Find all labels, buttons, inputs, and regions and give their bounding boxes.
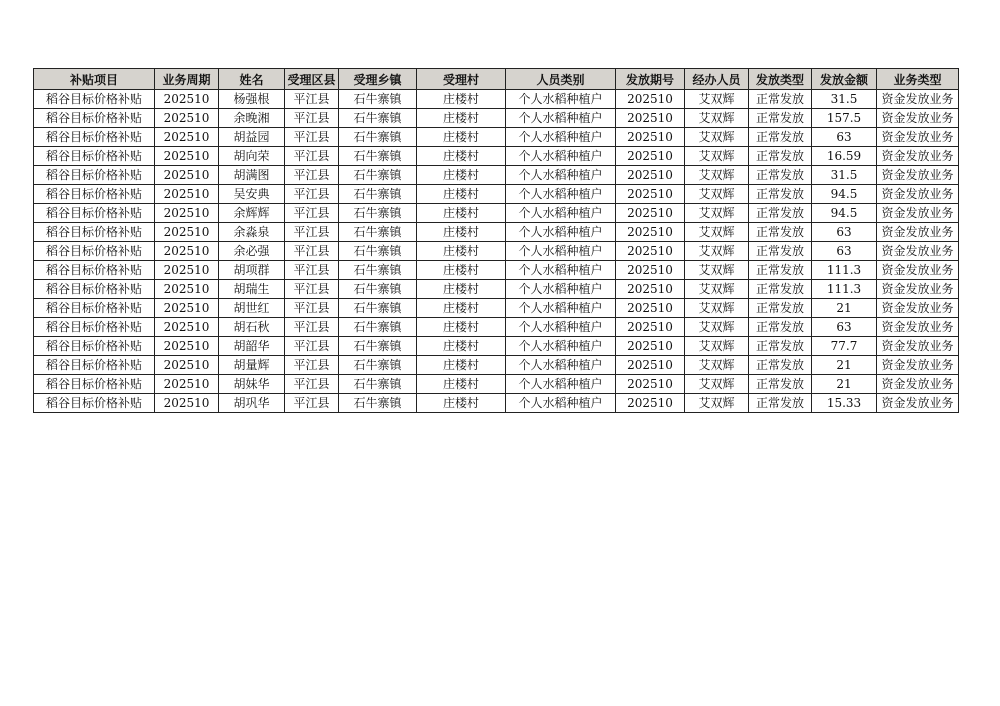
cell-handler: 艾双辉 — [685, 109, 749, 128]
cell-village: 庄楼村 — [417, 147, 506, 166]
cell-name: 吴安典 — [219, 185, 285, 204]
cell-county: 平江县 — [285, 337, 339, 356]
cell-business-type: 资金发放业务 — [877, 185, 959, 204]
cell-township: 石牛寨镇 — [339, 261, 417, 280]
cell-township: 石牛寨镇 — [339, 318, 417, 337]
cell-issue-type: 正常发放 — [749, 280, 812, 299]
cell-business-period: 202510 — [155, 337, 219, 356]
cell-amount: 21 — [812, 375, 877, 394]
cell-issue-period: 202510 — [616, 185, 685, 204]
cell-business-period: 202510 — [155, 185, 219, 204]
cell-business-period: 202510 — [155, 318, 219, 337]
cell-amount: 63 — [812, 128, 877, 147]
cell-village: 庄楼村 — [417, 299, 506, 318]
cell-business-period: 202510 — [155, 261, 219, 280]
cell-county: 平江县 — [285, 204, 339, 223]
cell-township: 石牛寨镇 — [339, 128, 417, 147]
cell-village: 庄楼村 — [417, 394, 506, 413]
col-header-issue-period: 发放期号 — [616, 69, 685, 90]
cell-handler: 艾双辉 — [685, 356, 749, 375]
cell-township: 石牛寨镇 — [339, 356, 417, 375]
cell-amount: 21 — [812, 299, 877, 318]
cell-business-type: 资金发放业务 — [877, 356, 959, 375]
cell-subsidy-item: 稻谷目标价格补贴 — [34, 90, 155, 109]
cell-business-period: 202510 — [155, 299, 219, 318]
cell-issue-period: 202510 — [616, 223, 685, 242]
cell-issue-type: 正常发放 — [749, 166, 812, 185]
cell-business-period: 202510 — [155, 223, 219, 242]
cell-issue-type: 正常发放 — [749, 90, 812, 109]
cell-business-period: 202510 — [155, 90, 219, 109]
cell-amount: 15.33 — [812, 394, 877, 413]
table-row — [34, 299, 959, 318]
subsidy-table — [33, 68, 959, 413]
cell-name: 余晚湘 — [219, 109, 285, 128]
cell-village: 庄楼村 — [417, 375, 506, 394]
cell-county: 平江县 — [285, 166, 339, 185]
cell-name: 余淼泉 — [219, 223, 285, 242]
cell-county: 平江县 — [285, 375, 339, 394]
cell-subsidy-item: 稻谷目标价格补贴 — [34, 204, 155, 223]
cell-issue-period: 202510 — [616, 356, 685, 375]
cell-handler: 艾双辉 — [685, 185, 749, 204]
cell-amount: 16.59 — [812, 147, 877, 166]
cell-issue-type: 正常发放 — [749, 356, 812, 375]
cell-issue-period: 202510 — [616, 318, 685, 337]
cell-subsidy-item: 稻谷目标价格补贴 — [34, 261, 155, 280]
cell-township: 石牛寨镇 — [339, 185, 417, 204]
cell-handler: 艾双辉 — [685, 147, 749, 166]
col-header-handler: 经办人员 — [685, 69, 749, 90]
cell-amount: 94.5 — [812, 185, 877, 204]
cell-issue-period: 202510 — [616, 90, 685, 109]
cell-business-period: 202510 — [155, 128, 219, 147]
cell-business-period: 202510 — [155, 166, 219, 185]
cell-person-category: 个人水稻种植户 — [506, 394, 616, 413]
cell-village: 庄楼村 — [417, 337, 506, 356]
table-row — [34, 223, 959, 242]
cell-business-type: 资金发放业务 — [877, 261, 959, 280]
cell-name: 胡量辉 — [219, 356, 285, 375]
cell-subsidy-item: 稻谷目标价格补贴 — [34, 128, 155, 147]
cell-issue-period: 202510 — [616, 375, 685, 394]
cell-county: 平江县 — [285, 280, 339, 299]
col-header-village: 受理村 — [417, 69, 506, 90]
cell-village: 庄楼村 — [417, 242, 506, 261]
cell-amount: 94.5 — [812, 204, 877, 223]
cell-handler: 艾双辉 — [685, 394, 749, 413]
table-row — [34, 90, 959, 109]
table-row — [34, 185, 959, 204]
table-row — [34, 394, 959, 413]
cell-business-period: 202510 — [155, 242, 219, 261]
cell-business-type: 资金发放业务 — [877, 299, 959, 318]
cell-county: 平江县 — [285, 128, 339, 147]
cell-person-category: 个人水稻种植户 — [506, 90, 616, 109]
cell-person-category: 个人水稻种植户 — [506, 166, 616, 185]
cell-issue-type: 正常发放 — [749, 318, 812, 337]
cell-village: 庄楼村 — [417, 109, 506, 128]
cell-issue-period: 202510 — [616, 147, 685, 166]
cell-business-type: 资金发放业务 — [877, 166, 959, 185]
cell-subsidy-item: 稻谷目标价格补贴 — [34, 299, 155, 318]
cell-business-type: 资金发放业务 — [877, 280, 959, 299]
cell-business-period: 202510 — [155, 280, 219, 299]
col-header-business-type: 业务类型 — [877, 69, 959, 90]
cell-township: 石牛寨镇 — [339, 337, 417, 356]
cell-amount: 31.5 — [812, 90, 877, 109]
cell-amount: 111.3 — [812, 280, 877, 299]
cell-business-period: 202510 — [155, 109, 219, 128]
cell-issue-type: 正常发放 — [749, 223, 812, 242]
table-row — [34, 337, 959, 356]
table-body — [34, 90, 959, 413]
table-row — [34, 242, 959, 261]
cell-subsidy-item: 稻谷目标价格补贴 — [34, 242, 155, 261]
cell-issue-type: 正常发放 — [749, 375, 812, 394]
cell-name: 余辉辉 — [219, 204, 285, 223]
cell-county: 平江县 — [285, 394, 339, 413]
cell-amount: 63 — [812, 223, 877, 242]
cell-issue-type: 正常发放 — [749, 185, 812, 204]
cell-township: 石牛寨镇 — [339, 90, 417, 109]
cell-village: 庄楼村 — [417, 223, 506, 242]
col-header-county: 受理区县 — [285, 69, 339, 90]
cell-person-category: 个人水稻种植户 — [506, 280, 616, 299]
cell-subsidy-item: 稻谷目标价格补贴 — [34, 280, 155, 299]
cell-business-type: 资金发放业务 — [877, 128, 959, 147]
header-row — [34, 69, 959, 90]
cell-handler: 艾双辉 — [685, 223, 749, 242]
cell-village: 庄楼村 — [417, 318, 506, 337]
cell-township: 石牛寨镇 — [339, 280, 417, 299]
cell-village: 庄楼村 — [417, 166, 506, 185]
cell-person-category: 个人水稻种植户 — [506, 242, 616, 261]
table-row — [34, 356, 959, 375]
col-header-issue-type: 发放类型 — [749, 69, 812, 90]
cell-amount: 63 — [812, 242, 877, 261]
cell-county: 平江县 — [285, 299, 339, 318]
cell-business-type: 资金发放业务 — [877, 90, 959, 109]
cell-person-category: 个人水稻种植户 — [506, 318, 616, 337]
cell-handler: 艾双辉 — [685, 261, 749, 280]
cell-business-period: 202510 — [155, 356, 219, 375]
cell-township: 石牛寨镇 — [339, 394, 417, 413]
table-row — [34, 109, 959, 128]
cell-village: 庄楼村 — [417, 185, 506, 204]
cell-county: 平江县 — [285, 90, 339, 109]
cell-county: 平江县 — [285, 109, 339, 128]
cell-subsidy-item: 稻谷目标价格补贴 — [34, 356, 155, 375]
cell-issue-type: 正常发放 — [749, 337, 812, 356]
cell-business-type: 资金发放业务 — [877, 394, 959, 413]
cell-name: 胡韶华 — [219, 337, 285, 356]
table-row — [34, 375, 959, 394]
table-row — [34, 166, 959, 185]
cell-village: 庄楼村 — [417, 280, 506, 299]
cell-issue-period: 202510 — [616, 166, 685, 185]
cell-township: 石牛寨镇 — [339, 299, 417, 318]
cell-business-type: 资金发放业务 — [877, 109, 959, 128]
cell-county: 平江县 — [285, 147, 339, 166]
cell-business-period: 202510 — [155, 204, 219, 223]
cell-name: 胡向荣 — [219, 147, 285, 166]
cell-name: 胡石秋 — [219, 318, 285, 337]
cell-township: 石牛寨镇 — [339, 166, 417, 185]
cell-name: 余必强 — [219, 242, 285, 261]
cell-county: 平江县 — [285, 261, 339, 280]
cell-subsidy-item: 稻谷目标价格补贴 — [34, 166, 155, 185]
cell-business-type: 资金发放业务 — [877, 204, 959, 223]
cell-name: 胡满图 — [219, 166, 285, 185]
col-header-business-period: 业务周期 — [155, 69, 219, 90]
cell-person-category: 个人水稻种植户 — [506, 223, 616, 242]
cell-issue-period: 202510 — [616, 299, 685, 318]
cell-handler: 艾双辉 — [685, 166, 749, 185]
table-row — [34, 261, 959, 280]
cell-business-type: 资金发放业务 — [877, 223, 959, 242]
cell-township: 石牛寨镇 — [339, 204, 417, 223]
cell-county: 平江县 — [285, 223, 339, 242]
cell-handler: 艾双辉 — [685, 280, 749, 299]
cell-subsidy-item: 稻谷目标价格补贴 — [34, 337, 155, 356]
cell-amount: 31.5 — [812, 166, 877, 185]
cell-village: 庄楼村 — [417, 261, 506, 280]
cell-business-period: 202510 — [155, 394, 219, 413]
cell-issue-type: 正常发放 — [749, 147, 812, 166]
cell-issue-type: 正常发放 — [749, 394, 812, 413]
col-header-name: 姓名 — [219, 69, 285, 90]
cell-subsidy-item: 稻谷目标价格补贴 — [34, 375, 155, 394]
cell-handler: 艾双辉 — [685, 299, 749, 318]
cell-issue-period: 202510 — [616, 128, 685, 147]
cell-issue-type: 正常发放 — [749, 261, 812, 280]
cell-village: 庄楼村 — [417, 204, 506, 223]
cell-name: 胡妹华 — [219, 375, 285, 394]
cell-issue-period: 202510 — [616, 109, 685, 128]
cell-person-category: 个人水稻种植户 — [506, 204, 616, 223]
cell-village: 庄楼村 — [417, 128, 506, 147]
cell-township: 石牛寨镇 — [339, 223, 417, 242]
cell-subsidy-item: 稻谷目标价格补贴 — [34, 147, 155, 166]
cell-amount: 111.3 — [812, 261, 877, 280]
cell-handler: 艾双辉 — [685, 337, 749, 356]
table-row — [34, 128, 959, 147]
cell-county: 平江县 — [285, 356, 339, 375]
cell-handler: 艾双辉 — [685, 204, 749, 223]
cell-person-category: 个人水稻种植户 — [506, 375, 616, 394]
cell-village: 庄楼村 — [417, 90, 506, 109]
cell-issue-period: 202510 — [616, 337, 685, 356]
cell-subsidy-item: 稻谷目标价格补贴 — [34, 109, 155, 128]
cell-issue-period: 202510 — [616, 242, 685, 261]
cell-person-category: 个人水稻种植户 — [506, 109, 616, 128]
table-row — [34, 280, 959, 299]
table-row — [34, 147, 959, 166]
cell-county: 平江县 — [285, 318, 339, 337]
cell-subsidy-item: 稻谷目标价格补贴 — [34, 223, 155, 242]
cell-issue-period: 202510 — [616, 394, 685, 413]
cell-person-category: 个人水稻种植户 — [506, 337, 616, 356]
col-header-township: 受理乡镇 — [339, 69, 417, 90]
cell-township: 石牛寨镇 — [339, 109, 417, 128]
cell-business-type: 资金发放业务 — [877, 147, 959, 166]
cell-subsidy-item: 稻谷目标价格补贴 — [34, 394, 155, 413]
cell-issue-type: 正常发放 — [749, 299, 812, 318]
cell-business-period: 202510 — [155, 147, 219, 166]
table-row — [34, 318, 959, 337]
cell-issue-type: 正常发放 — [749, 204, 812, 223]
cell-county: 平江县 — [285, 242, 339, 261]
cell-handler: 艾双辉 — [685, 242, 749, 261]
cell-name: 胡巩华 — [219, 394, 285, 413]
cell-issue-period: 202510 — [616, 204, 685, 223]
cell-issue-type: 正常发放 — [749, 242, 812, 261]
cell-amount: 157.5 — [812, 109, 877, 128]
cell-person-category: 个人水稻种植户 — [506, 356, 616, 375]
cell-person-category: 个人水稻种植户 — [506, 299, 616, 318]
cell-person-category: 个人水稻种植户 — [506, 147, 616, 166]
cell-issue-period: 202510 — [616, 261, 685, 280]
cell-name: 胡项群 — [219, 261, 285, 280]
cell-issue-type: 正常发放 — [749, 109, 812, 128]
cell-issue-period: 202510 — [616, 280, 685, 299]
cell-handler: 艾双辉 — [685, 90, 749, 109]
cell-handler: 艾双辉 — [685, 128, 749, 147]
cell-township: 石牛寨镇 — [339, 242, 417, 261]
cell-subsidy-item: 稻谷目标价格补贴 — [34, 185, 155, 204]
cell-issue-type: 正常发放 — [749, 128, 812, 147]
cell-amount: 77.7 — [812, 337, 877, 356]
cell-name: 胡益园 — [219, 128, 285, 147]
cell-subsidy-item: 稻谷目标价格补贴 — [34, 318, 155, 337]
cell-person-category: 个人水稻种植户 — [506, 128, 616, 147]
cell-township: 石牛寨镇 — [339, 147, 417, 166]
cell-amount: 63 — [812, 318, 877, 337]
col-header-subsidy-item: 补贴项目 — [34, 69, 155, 90]
col-header-person-category: 人员类别 — [506, 69, 616, 90]
cell-township: 石牛寨镇 — [339, 375, 417, 394]
cell-person-category: 个人水稻种植户 — [506, 261, 616, 280]
cell-name: 胡瑞生 — [219, 280, 285, 299]
cell-amount: 21 — [812, 356, 877, 375]
cell-person-category: 个人水稻种植户 — [506, 185, 616, 204]
cell-village: 庄楼村 — [417, 356, 506, 375]
cell-handler: 艾双辉 — [685, 375, 749, 394]
cell-county: 平江县 — [285, 185, 339, 204]
cell-business-type: 资金发放业务 — [877, 375, 959, 394]
cell-business-type: 资金发放业务 — [877, 242, 959, 261]
col-header-amount: 发放金额 — [812, 69, 877, 90]
table-row — [34, 204, 959, 223]
cell-name: 杨强根 — [219, 90, 285, 109]
cell-business-period: 202510 — [155, 375, 219, 394]
cell-name: 胡世红 — [219, 299, 285, 318]
cell-business-type: 资金发放业务 — [877, 337, 959, 356]
cell-handler: 艾双辉 — [685, 318, 749, 337]
cell-business-type: 资金发放业务 — [877, 318, 959, 337]
